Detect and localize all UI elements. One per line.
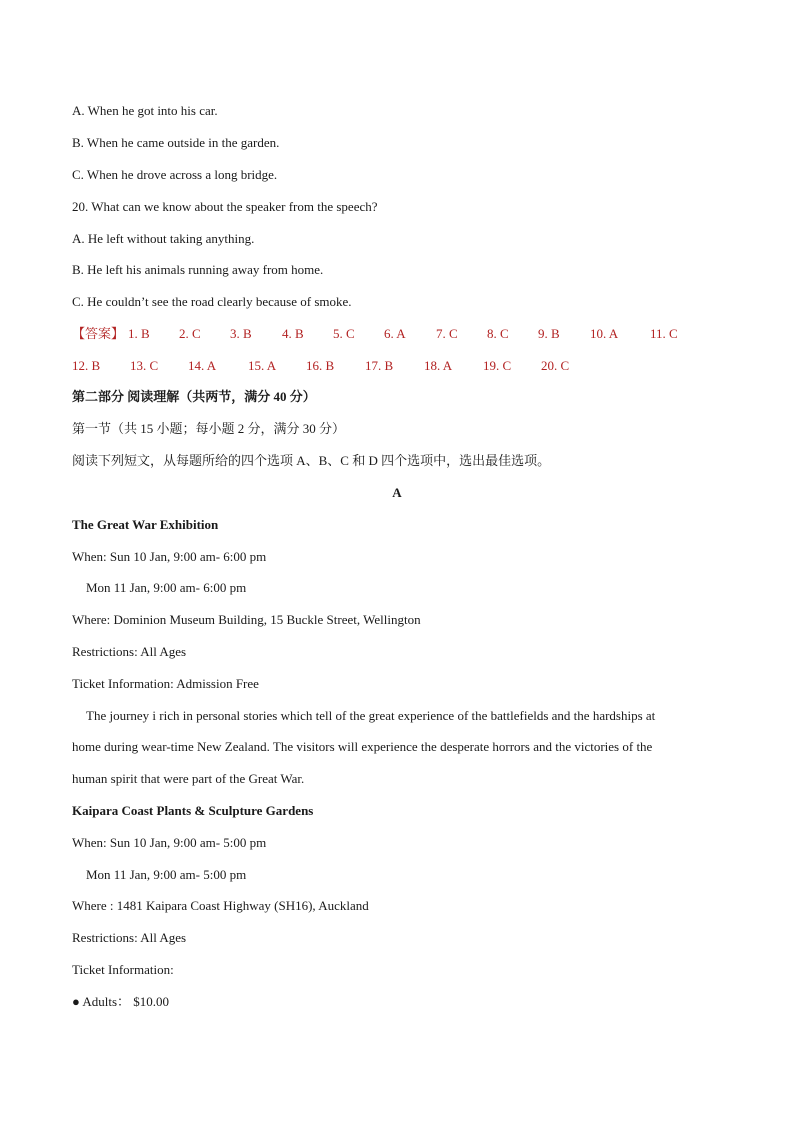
q19-option-a: A. When he got into his car.	[72, 103, 218, 118]
event1-description: The journey i rich in personal stories which tell of the great experience of the battlefields and the hardships at	[86, 708, 656, 723]
event1-restrictions: Restrictions: All Ages	[72, 644, 187, 659]
reading-instruction: 阅读下列短文，从每题所给的四个选项 A、B、C 和 D 四个选项中，选出最佳选项。	[72, 453, 551, 468]
answer-item: 1. B	[128, 326, 150, 341]
answer-item: 4. B	[282, 326, 304, 341]
answer-item: 13. C	[130, 358, 159, 373]
answer-item: 18. A	[424, 358, 453, 373]
event2-restrictions: Restrictions: All Ages	[72, 930, 187, 945]
q20-option-a: A. He left without taking anything.	[72, 231, 255, 246]
passage-letter: A	[392, 485, 402, 500]
q19-option-c: C. When he drove across a long bridge.	[72, 167, 278, 182]
answer-item: 11. C	[650, 326, 678, 341]
event1-when: When: Sun 10 Jan, 9:00 am- 6:00 pm	[72, 549, 267, 564]
answer-item: 5. C	[333, 326, 355, 341]
event1-description: human spirit that were part of the Great War.	[72, 771, 305, 786]
answer-label: 【答案】	[72, 326, 125, 341]
answer-item: 10. A	[590, 326, 619, 341]
answer-item: 9. B	[538, 326, 560, 341]
event1-when-2: Mon 11 Jan, 9:00 am- 6:00 pm	[86, 580, 247, 595]
event1-ticket: Ticket Information: Admission Free	[72, 676, 259, 691]
answer-item: 12. B	[72, 358, 101, 373]
q20-option-b: B. He left his animals running away from home.	[72, 262, 324, 277]
answer-item: 16. B	[306, 358, 335, 373]
answer-item: 14. A	[188, 358, 217, 373]
answer-item: 3. B	[230, 326, 252, 341]
answer-item: 8. C	[487, 326, 509, 341]
answer-item: 20. C	[541, 358, 570, 373]
part2-heading: 第二部分 阅读理解（共两节，满分 40 分）	[72, 389, 316, 404]
answer-item: 15. A	[248, 358, 277, 373]
event2-when-2: Mon 11 Jan, 9:00 am- 5:00 pm	[86, 867, 247, 882]
section1-heading: 第一节（共 15 小题；每小题 2 分，满分 30 分）	[72, 421, 346, 436]
answer-item: 7. C	[436, 326, 458, 341]
event1-description: home during wear-time New Zealand. The visitors will experience the desperate horrors and the victories of the	[72, 739, 653, 754]
answer-item: 19. C	[483, 358, 512, 373]
event2-where: Where : 1481 Kaipara Coast Highway (SH16), Auckland	[72, 898, 369, 913]
q20-option-c: C. He couldn’t see the road clearly because of smoke.	[72, 294, 352, 309]
event2-when: When: Sun 10 Jan, 9:00 am- 5:00 pm	[72, 835, 267, 850]
event2-adults-price: ● Adults： $10.00	[72, 994, 170, 1009]
event1-title: The Great War Exhibition	[72, 517, 219, 532]
event1-where: Where: Dominion Museum Building, 15 Buckle Street, Wellington	[72, 612, 421, 627]
answer-item: 2. C	[179, 326, 201, 341]
event2-ticket: Ticket Information:	[72, 962, 174, 977]
q20-question: 20. What can we know about the speaker from the speech?	[72, 199, 378, 214]
event2-title: Kaipara Coast Plants & Sculpture Gardens	[72, 803, 314, 818]
answer-item: 17. B	[365, 358, 394, 373]
q19-option-b: B. When he came outside in the garden.	[72, 135, 280, 150]
answer-item: 6. A	[384, 326, 406, 341]
